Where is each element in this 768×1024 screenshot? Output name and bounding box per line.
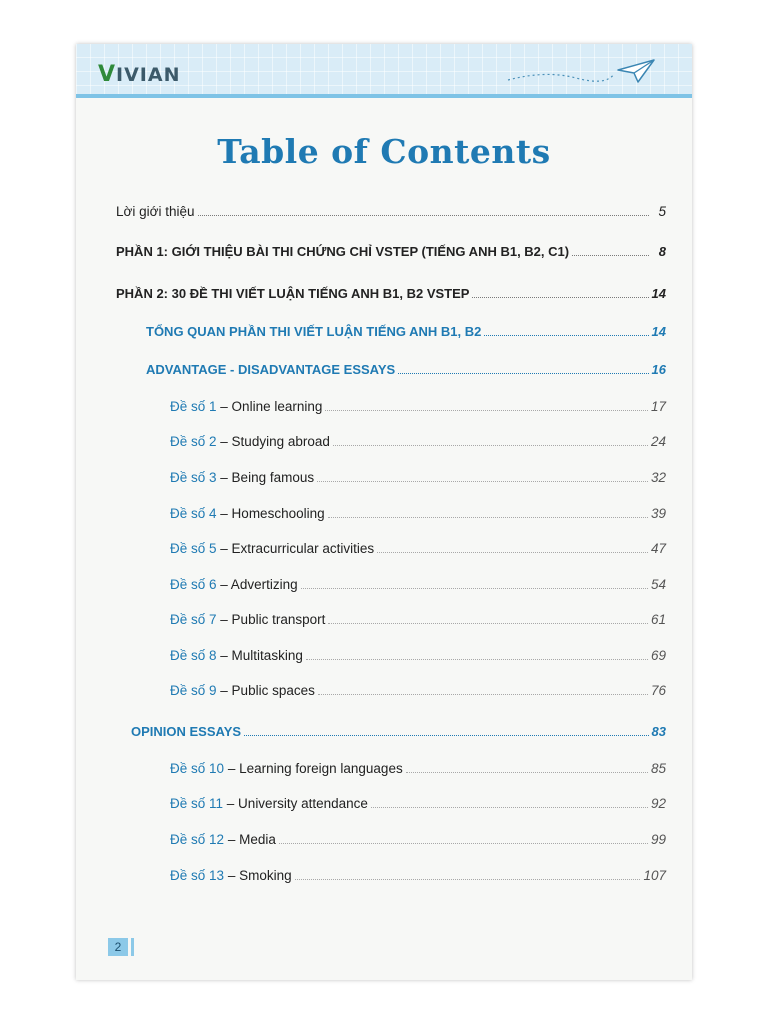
toc-page-number: 54 [650,577,666,592]
entry-topic: – Multitasking [220,648,303,663]
entry-number: Đề số 13 [170,868,225,883]
entry-number: Đề số 12 [170,832,225,847]
dot-leader [377,552,648,553]
entry-number: Đề số 4 [170,506,217,521]
toc-label: PHẦN 1: GIỚI THIỆU BÀI THI CHỨNG CHỈ VSTEP (TIẾNG ANH B1, B2, C1) [116,244,570,259]
entry-topic: – Being famous [220,470,315,485]
toc-label: PHẦN 2: 30 ĐỀ THI VIẾT LUẬN TIẾNG ANH B1, B2 VSTEP [116,286,470,301]
entry-number: Đề số 3 [170,470,217,485]
toc-label: Lời giới thiệu [116,204,195,219]
dot-leader [318,694,648,695]
toc-page-number: 85 [650,761,666,776]
entry-number: Đề số 1 [170,399,217,414]
dot-leader [317,481,648,482]
toc-entry-overview[interactable] [146,324,666,339]
dot-leader [301,588,648,589]
entry-topic: – Media [227,832,276,847]
dot-leader [406,772,648,773]
entry-number: Đề số 7 [170,612,217,627]
toc-page-number: 99 [650,832,666,847]
toc-page-number: 107 [643,868,666,883]
entry-number: Đề số 9 [170,683,217,698]
table-of-contents [76,44,692,980]
logo-initial: V [98,62,117,87]
entry-topic: – Smoking [227,868,292,883]
toc-entry-de-so-9[interactable] [170,683,666,698]
entry-number: Đề số 10 [170,761,225,776]
dot-leader [279,843,648,844]
dot-leader [484,335,648,336]
toc-page-number: 92 [650,796,666,811]
toc-page-number: 76 [650,683,666,698]
toc-page-number: 14 [651,286,666,301]
toc-label: OPINION ESSAYS [131,724,242,739]
dot-leader [572,255,649,256]
toc-page-number: 69 [650,648,666,663]
entry-topic: – Homeschooling [220,506,325,521]
entry-topic: – Extracurricular activities [220,541,375,556]
toc-entry-de-so-13[interactable] [170,868,666,883]
toc-entry-de-so-2[interactable] [170,434,666,449]
toc-entry-de-so-3[interactable] [170,470,666,485]
toc-entry-de-so-5[interactable] [170,541,666,556]
entry-topic: – Online learning [220,399,323,414]
toc-entry-de-so-11[interactable] [170,796,666,811]
page-title: Table of Contents [217,132,551,171]
toc-entry-de-so-8[interactable] [170,648,666,663]
dot-leader [398,373,648,374]
book-page [76,44,692,980]
entry-topic: – University attendance [226,796,368,811]
entry-topic: – Public spaces [220,683,315,698]
toc-entry-de-so-7[interactable] [170,612,666,627]
logo-text: IVIAN [116,64,181,86]
toc-section-advantage-disadvantage[interactable] [146,362,666,377]
toc-page-number: 17 [650,399,666,414]
entry-number: Đề số 5 [170,541,217,556]
dot-leader [328,517,648,518]
toc-page-number: 61 [650,612,666,627]
dot-leader [295,879,641,880]
dot-leader [472,297,648,298]
page-number-badge: 2 [108,938,128,956]
toc-page-number: 5 [658,204,666,219]
page-number-bar [131,938,134,956]
dot-leader [325,410,648,411]
dot-leader [244,735,648,736]
toc-entry-part-1[interactable] [116,244,666,259]
toc-page-number: 16 [651,362,666,377]
toc-entry-part-2[interactable] [116,286,666,301]
dot-leader [198,215,650,216]
toc-entry-de-so-1[interactable] [170,399,666,414]
entry-topic: – Advertizing [220,577,298,592]
toc-entry-de-so-6[interactable] [170,577,666,592]
toc-page-number: 47 [650,541,666,556]
toc-label: ADVANTAGE - DISADVANTAGE ESSAYS [146,362,396,377]
toc-label: TỔNG QUAN PHẦN THI VIẾT LUẬN TIẾNG ANH B1, B2 [146,324,482,339]
toc-entry-de-so-4[interactable] [170,506,666,521]
entry-number: Đề số 11 [170,796,224,811]
dot-leader [328,623,648,624]
toc-page-number: 83 [651,724,666,739]
toc-page-number: 32 [650,470,666,485]
toc-entry-introduction[interactable] [116,204,666,219]
entry-number: Đề số 8 [170,648,217,663]
dot-leader [333,445,648,446]
entry-topic: – Learning foreign languages [227,761,403,776]
entry-topic: – Public transport [220,612,326,627]
toc-entry-de-so-12[interactable] [170,832,666,847]
toc-page-number: 39 [650,506,666,521]
entry-topic: – Studying abroad [220,434,330,449]
entry-number: Đề số 2 [170,434,217,449]
dot-leader [306,659,648,660]
toc-entry-de-so-10[interactable] [170,761,666,776]
toc-page-number: 8 [658,244,666,259]
dot-leader [371,807,648,808]
toc-page-number: 14 [651,324,666,339]
toc-section-opinion-essays[interactable] [131,724,666,739]
entry-number: Đề số 6 [170,577,217,592]
toc-page-number: 24 [650,434,666,449]
